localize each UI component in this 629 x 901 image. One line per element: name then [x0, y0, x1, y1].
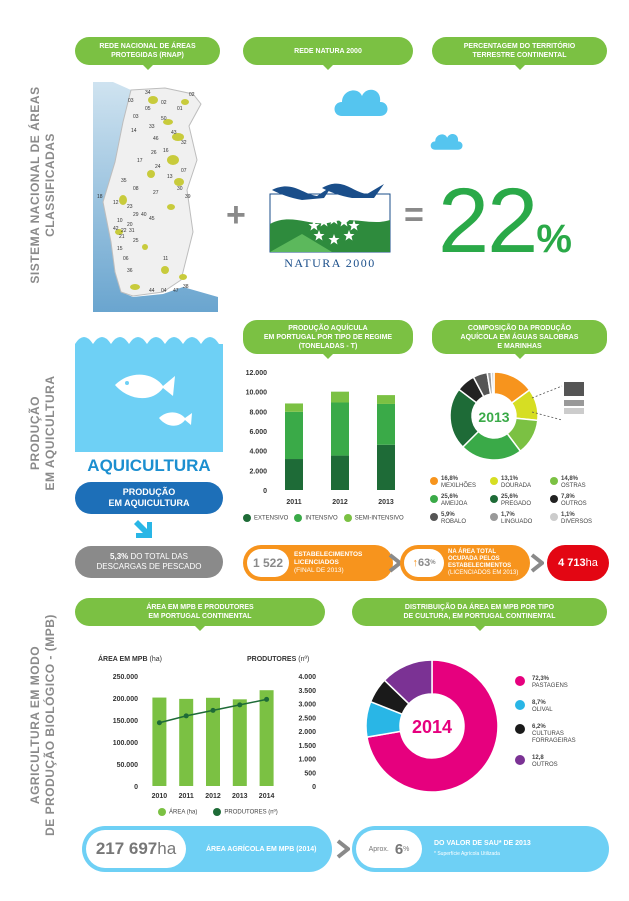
map-number-label: 17 [137, 158, 143, 164]
legend-value: 25,6% [441, 494, 459, 500]
bar-segment [377, 395, 395, 404]
mpb-combo-chart [88, 668, 338, 803]
sau-box: Aprox. 6 % DO VALOR DE SAU* DE 2013 * Superfície Agrícola Utilizada [352, 826, 609, 872]
cloud-icon-small [428, 127, 464, 151]
pie-legend-item [490, 512, 550, 526]
pie-legend-item [550, 494, 610, 508]
callout-line [532, 386, 562, 398]
bar-segment [377, 445, 395, 490]
pie-legend-item [550, 512, 610, 526]
bar [233, 699, 247, 786]
pie-legend-item [515, 724, 615, 745]
legend-dot-icon [430, 477, 438, 485]
pie-center-label: 2014 [411, 717, 453, 737]
map-number-label: 12 [113, 200, 119, 206]
y-tick-label: 250.000 [112, 674, 138, 681]
section-label-mpb: AGRICULTURA EM MODO DE PRODUÇÃO BIOLÓGICO - (MPB) [28, 614, 57, 836]
map-number-label: 11 [163, 256, 169, 262]
map-number-label: 33 [149, 124, 155, 130]
map-number-label: 31 [129, 228, 135, 234]
y-tick-label-right: 2.000 [298, 729, 316, 736]
y-tick-label-right: 2.500 [298, 715, 316, 723]
mpb-area-title: ÁREA EM MPB E PRODUTORES EM PORTUGAL CONTINENTAL [75, 598, 325, 626]
map-number-label: 20 [127, 222, 133, 228]
legend-label: PREGADO [501, 501, 532, 507]
chevron-right-icon [336, 839, 350, 859]
map-number-label: 21 [119, 234, 125, 240]
legend-label: OLIVAL [532, 707, 553, 713]
chevron-right-icon [530, 553, 544, 573]
x-tick-label: 2013 [378, 499, 394, 506]
section-label-areas: SISTEMA NACIONAL DE ÁREAS CLASSIFICADAS [28, 86, 57, 284]
y-tick-label: 2.000 [249, 468, 267, 476]
legend-label: OUTROS [561, 501, 587, 507]
map-number-label: 06 [123, 256, 129, 262]
pie-legend-item [550, 476, 610, 490]
legend-extensivo: EXTENSIVO [243, 514, 288, 523]
area-total-box: ↑ 63 % NA ÁREA TOTAL OCUPADA PELOS ESTABELECIMENTOS (LICENCIADOS EM 2013) [400, 545, 530, 581]
legend-dot-icon [213, 808, 221, 816]
rnap-map [93, 82, 218, 312]
legend-value: 5,9% [441, 512, 455, 518]
y-tick-label: 0 [263, 488, 267, 495]
map-number-label: 08 [133, 186, 139, 192]
area-pct-value: ↑ 63 % [404, 549, 444, 577]
pie-legend-item [430, 512, 490, 526]
map-number-label: 25 [133, 238, 139, 244]
pie-legend-item [515, 700, 615, 714]
legend-value: 25,6% [501, 494, 519, 500]
legend-dot-icon [515, 700, 525, 710]
x-tick-label: 2012 [205, 793, 221, 800]
y-tick-label-right: 1.500 [298, 742, 316, 750]
legend-dot-icon [515, 724, 525, 734]
callout-bar [564, 408, 584, 414]
y-tick-label: 50.000 [116, 762, 138, 769]
legend-label: CULTURAS FORRAGEIRAS [532, 731, 576, 744]
map-number-label: 39 [185, 194, 191, 200]
bar [260, 690, 274, 786]
aquicultura-bar-chart [235, 362, 420, 512]
estabelecimentos-box: 1 522 ESTABELECIMENTOS LICENCIADOS (FINAL DE 2013) [243, 545, 393, 581]
legend-area: ÁREA (ha) [158, 808, 197, 817]
pie-slice [491, 372, 494, 394]
map-number-label: 18 [97, 194, 103, 200]
x-tick-label: 2011 [178, 793, 194, 800]
produtores-point [264, 697, 269, 702]
map-number-label: 32 [181, 140, 187, 146]
pie-center-label: 2013 [478, 409, 510, 425]
aquicultura-title: AQUICULTURA [87, 456, 211, 475]
legend-value: 6,2% [532, 724, 546, 730]
map-number-label: 46 [153, 136, 159, 142]
map-number-label: 10 [117, 218, 123, 224]
estabelecimentos-value: 1 522 [247, 549, 289, 577]
y-tick-label-right: 3.500 [298, 687, 316, 695]
mpb-left-axis-label: ÁREA EM MPB (ha) [98, 656, 162, 663]
bar-segment [377, 404, 395, 445]
y-tick-label-right: 500 [304, 770, 316, 778]
map-number-label: 23 [127, 204, 133, 210]
rnap-header: REDE NACIONAL DE ÁREAS PROTEGIDAS (RNAP) [75, 37, 220, 65]
legend-dot-icon [344, 514, 352, 522]
legend-value: 14,8% [561, 476, 579, 482]
pie-2013-legend [430, 476, 610, 526]
map-number-label: 47 [173, 288, 179, 294]
legend-intensivo: INTENSIVO [294, 514, 337, 523]
pie-2014 [352, 640, 512, 800]
map-number-label: 05 [145, 106, 151, 112]
pie-2013 [444, 368, 604, 468]
x-tick-label: 2012 [332, 499, 348, 506]
bar [152, 698, 166, 786]
natura-2000-logo [262, 176, 398, 274]
x-tick-label: 2011 [286, 499, 302, 506]
y-tick-label: 150.000 [112, 718, 138, 725]
legend-label: PASTAGENS [532, 683, 568, 689]
legend-label: OUTROS [532, 762, 558, 768]
legend-dot-icon [550, 495, 558, 503]
bar-segment [331, 392, 349, 403]
bar-segment [285, 403, 303, 411]
legend-value: 72,3% [532, 676, 550, 682]
map-number-label: 35 [121, 178, 127, 184]
pie-legend-item [515, 676, 615, 690]
legend-value: 7,8% [561, 494, 575, 500]
legend-dot-icon [515, 676, 525, 686]
legend-dot-icon [550, 513, 558, 521]
legend-label: DIVERSOS [561, 519, 593, 525]
legend-dot-icon [243, 514, 251, 522]
map-number-label: 01 [177, 106, 183, 112]
section-label-aquicultura: PRODUÇÃO EM AQUICULTURA [28, 375, 57, 491]
map-number-label: 29 [133, 212, 139, 218]
map-number-label: 43 [171, 130, 177, 136]
plus-sign: + [226, 196, 246, 234]
pie-legend-item [430, 476, 490, 490]
mpb-legend [158, 808, 278, 817]
map-number-label: 04 [161, 288, 167, 294]
legend-dot-icon [490, 513, 498, 521]
legend-label: MEXILHÕES [441, 483, 477, 489]
y-tick-label: 0 [134, 784, 138, 791]
percent-value: 22% [438, 170, 572, 272]
bar-chart-title: PRODUÇÃO AQUÍCULA EM PORTUGAL POR TIPO DE REGIME (TONELADAS - T) [243, 320, 413, 354]
legend-value: 13,1% [501, 476, 519, 482]
y-tick-label-right: 1.000 [298, 756, 316, 764]
bar [179, 699, 193, 786]
mpb-pie-title: DISTRIBUIÇÃO DA ÁREA EM MPB POR TIPO DE CULTURA, EM PORTUGAL CONTINENTAL [352, 598, 607, 626]
produtores-point [237, 702, 242, 707]
map-number-label: 44 [149, 288, 155, 294]
y-tick-label: 4.000 [249, 448, 267, 456]
x-tick-label: 2013 [232, 793, 248, 800]
bar-segment [285, 459, 303, 490]
map-number-label: 42 [113, 226, 119, 232]
mpb-right-axis-label: PRODUTORES (nº) [247, 656, 310, 663]
map-number-label: 34 [145, 90, 151, 96]
map-number-label: 15 [117, 246, 123, 252]
map-number-label: 40 [141, 212, 147, 218]
x-tick-label: 2014 [258, 793, 275, 800]
y-tick-label-right: 0 [312, 784, 316, 791]
pie-legend-item [515, 755, 615, 769]
y-tick-label: 10.000 [245, 389, 267, 397]
legend-dot-icon [430, 513, 438, 521]
sau-pct-value: Aprox. 6 % [356, 830, 422, 868]
aquicultura-panel [75, 330, 223, 452]
legend-dot-icon [550, 477, 558, 485]
legend-label: AMEIJOA [441, 501, 468, 507]
y-tick-label-right: 3.000 [298, 701, 316, 709]
callout-bar [564, 382, 584, 396]
pie-legend-item [490, 476, 550, 490]
map-number-label: 03 [128, 98, 134, 104]
natura-logo-text: NATURA 2000 [284, 256, 376, 270]
map-number-label: 38 [183, 284, 189, 290]
producao-aquicultura-button[interactable]: PRODUÇÃO EM AQUICULTURA [75, 482, 223, 514]
legend-produtores: PRODUTORES (nº) [213, 808, 277, 817]
legend-value: 12,8 [532, 755, 544, 761]
descargas-box: 5,3% DO TOTAL DAS DESCARGAS DE PESCADO [75, 546, 223, 578]
map-number-label: 24 [155, 164, 161, 170]
map-number-label: 16 [163, 148, 169, 154]
map-number-label: 13 [167, 174, 173, 180]
legend-label: ROBALO [441, 519, 467, 525]
legend-value: 8,7% [532, 700, 546, 706]
y-tick-label: 100.000 [112, 740, 138, 747]
bar-segment [331, 402, 349, 455]
map-number-label: 14 [131, 128, 137, 134]
legend-value: 16,8% [441, 476, 459, 482]
arrow-down-right-icon [132, 518, 154, 540]
produtores-point [184, 713, 189, 718]
mpb-total-box: 217 697 ha ÁREA AGRÍCOLA EM MPB (2014) [82, 826, 332, 872]
map-number-label: 03 [133, 114, 139, 120]
legend-dot-icon [294, 514, 302, 522]
produtores-point [157, 720, 162, 725]
map-number-label: 02 [161, 100, 167, 106]
pie-2014-legend [515, 676, 615, 779]
pie-2013-title: COMPOSIÇÃO DA PRODUÇÃO AQUÍCOLA EM ÁGUAS SALOBRAS E MARINHAS [432, 320, 607, 354]
pie-legend-item [430, 494, 490, 508]
map-number-label: 27 [153, 190, 159, 196]
mpb-total-value: 217 697 ha [86, 830, 186, 868]
map-number-label: 50 [161, 116, 167, 122]
pie-legend-item [490, 494, 550, 508]
map-number-label: 02 [189, 92, 195, 98]
legend-label: DOURADA [501, 483, 532, 489]
arrow-up-icon: ↑ [412, 557, 418, 569]
bar-segment [285, 412, 303, 459]
legend-dot-icon [430, 495, 438, 503]
map-number-label: 30 [177, 186, 183, 192]
area-total-hectares: 4 713 ha [547, 545, 609, 581]
bar-legend [243, 514, 423, 523]
y-tick-label: 12.000 [245, 370, 267, 377]
y-tick-label: 6.000 [249, 429, 267, 436]
legend-dot-icon [490, 477, 498, 485]
bar-segment [331, 456, 349, 490]
produtores-point [211, 708, 216, 713]
natura-header: REDE NATURA 2000 [243, 37, 413, 65]
percent-header: PERCENTAGEM DO TERRITÓRIO TERRESTRE CONTINENTAL [432, 37, 607, 65]
y-tick-label-right: 4.000 [298, 674, 316, 681]
y-tick-label: 8.000 [249, 409, 267, 417]
equals-sign: = [404, 196, 424, 234]
map-number-label: 45 [149, 216, 155, 222]
legend-label: OSTRAS [561, 483, 586, 489]
legend-value: 1,1% [561, 512, 575, 518]
y-tick-label: 200.000 [112, 696, 138, 703]
map-number-label: 36 [127, 268, 133, 274]
legend-dot-icon [490, 495, 498, 503]
legend-dot-icon [158, 808, 166, 816]
legend-value: 1,7% [501, 512, 515, 518]
legend-semi: SEMI-INTENSIVO [344, 514, 404, 523]
callout-bar [564, 400, 584, 406]
legend-label: LINGUADO [501, 519, 533, 525]
x-tick-label: 2010 [151, 793, 168, 800]
map-number-label: 07 [181, 168, 187, 174]
map-number-label: 26 [151, 150, 157, 156]
map-number-label: 22 [121, 228, 127, 234]
legend-dot-icon [515, 755, 525, 765]
cloud-icon [330, 78, 390, 118]
